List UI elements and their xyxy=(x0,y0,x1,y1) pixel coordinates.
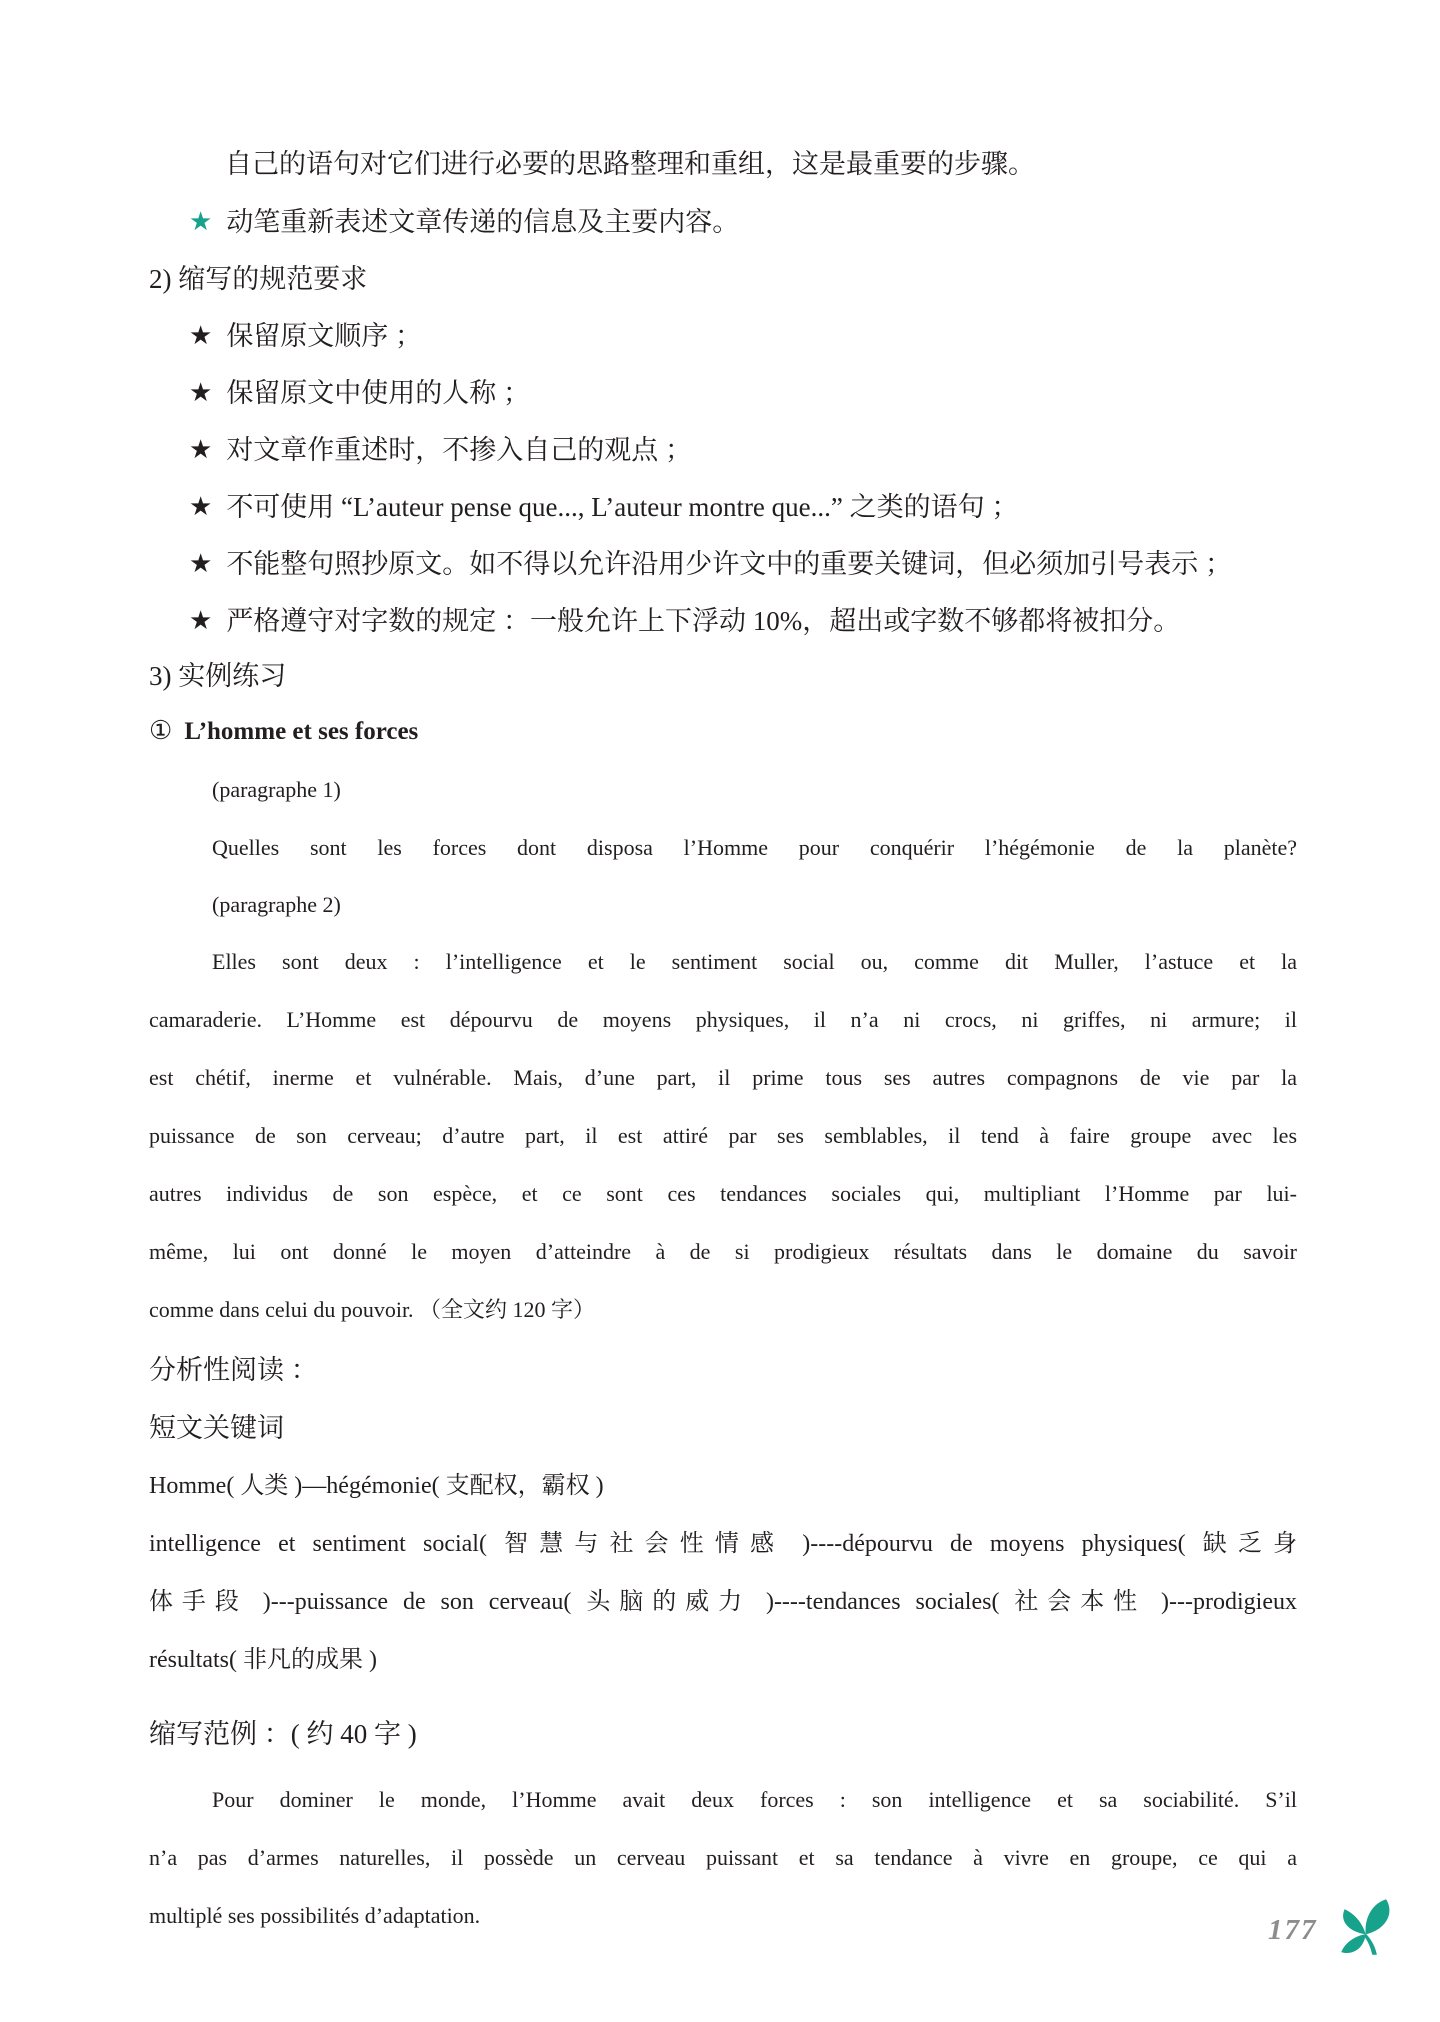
star-icon: ★ xyxy=(189,492,213,521)
section-2-heading: 2) 缩写的规范要求 xyxy=(149,264,368,294)
rule-item xyxy=(189,603,1322,640)
teal-bullet-line xyxy=(189,204,1322,241)
rule-text: 不能整句照抄原文。如不得以允许沿用少许文中的重要关键词，但必须加引号表示 ； xyxy=(226,549,1233,579)
section-3-heading: 3) 实例练习 xyxy=(149,661,287,691)
page-number: 177 xyxy=(1268,1914,1318,1946)
star-icon: ★ xyxy=(189,435,213,464)
analysis-heading: 分析性阅读 ： xyxy=(149,1355,318,1385)
paragraph-2-line: même, lui ont donné le moyen d’atteindre à de si prodigieux résultats dans le domaine du savoir xyxy=(149,1239,1297,1264)
keywords-heading: 短文关键词 xyxy=(149,1413,284,1443)
paragraph-2-line: puissance de son cerveau; d’autre part, il est attiré par ses semblables, il tend à faire groupe avec les xyxy=(149,1123,1297,1148)
star-icon: ★ xyxy=(189,321,213,350)
star-icon: ★ xyxy=(189,549,213,578)
rule-item xyxy=(189,432,1322,469)
star-icon: ★ xyxy=(189,207,213,236)
paragraph-2-line: comme dans celui du pouvoir. （全文约 120 字） xyxy=(149,1297,596,1322)
paragraph-1-text: Quelles sont les forces dont disposa l’Homme pour conquérir l’hégémonie de la planète? xyxy=(212,835,1297,860)
leaf-icon xyxy=(1334,1896,1400,1962)
rule-text: 严格遵守对字数的规定 ：一般允许上下浮动 10%，超出或字数不够都将被扣分。 xyxy=(226,606,1181,636)
summary-line: n’a pas d’armes naturelles, il possède un cerveau puissant et sa tendance à vivre en groupe, ce qui a xyxy=(149,1845,1297,1870)
rule-text: 保留原文中使用的人称 ； xyxy=(226,378,531,408)
rule-item xyxy=(189,318,1322,355)
paragraph-2-line: autres individus de son espèce, et ce sont ces tendances sociales qui, multipliant l’Homme par lui- xyxy=(149,1181,1297,1206)
paragraph-2-label: (paragraphe 2) xyxy=(212,892,341,917)
exercise-title: L’homme et ses forces xyxy=(184,718,419,745)
keyword-line: Homme( 人类 )—hégémonie( 支配权，霸权 ) xyxy=(149,1473,604,1499)
rule-text: 保留原文顺序 ； xyxy=(226,321,423,351)
paragraph-2-line: camaraderie. L’Homme est dépourvu de moyens physiques, il n’a ni crocs, ni griffes, ni armure; il xyxy=(149,1007,1297,1032)
summary-line: multiplé ses possibilités d’adaptation. xyxy=(149,1903,481,1928)
paragraph-2-line: est chétif, inerme et vulnérable. Mais, d’une part, il prime tous ses autres compagnons de vie par la xyxy=(149,1065,1297,1090)
star-icon: ★ xyxy=(189,378,213,407)
keyword-line: 体手段 )---puissance de son cerveau( 头脑的威力 )----tendances sociales( 社会本性 )---prodigieux xyxy=(149,1589,1297,1615)
summary-line: Pour dominer le monde, l’Homme avait deux forces : son intelligence et sa sociabilité. S’il xyxy=(212,1787,1297,1812)
circled-number-marker: ① xyxy=(149,716,173,745)
teal-bullet-text: 动笔重新表述文章传递的信息及主要内容。 xyxy=(226,207,740,237)
star-icon: ★ xyxy=(189,606,213,635)
keyword-line: intelligence et sentiment social( 智慧与社会性情感 )----dépourvu de moyens physiques( 缺乏身 xyxy=(149,1531,1297,1557)
rule-item xyxy=(189,489,1322,526)
rule-text: 不可使用 “L’auteur pense que..., L’auteur montre que...” 之类的语句 ； xyxy=(226,492,1019,522)
rule-item xyxy=(189,375,1322,412)
paragraph-2-line: Elles sont deux : l’intelligence et le sentiment social ou, comme dit Muller, l’astuce et la xyxy=(212,949,1297,974)
summary-heading: 缩写范例 ：( 约 40 字 ) xyxy=(149,1719,417,1749)
exercise-title-line xyxy=(149,713,1297,753)
rule-item xyxy=(189,546,1322,583)
continuation-line: 自己的语句对它们进行必要的思路整理和重组，这是最重要的步骤。 xyxy=(225,149,1035,179)
keyword-line: résultats( 非凡的成果 ) xyxy=(149,1647,377,1673)
rule-text: 对文章作重述时，不掺入自己的观点 ； xyxy=(226,435,693,465)
paragraph-1-label: (paragraphe 1) xyxy=(212,777,341,802)
